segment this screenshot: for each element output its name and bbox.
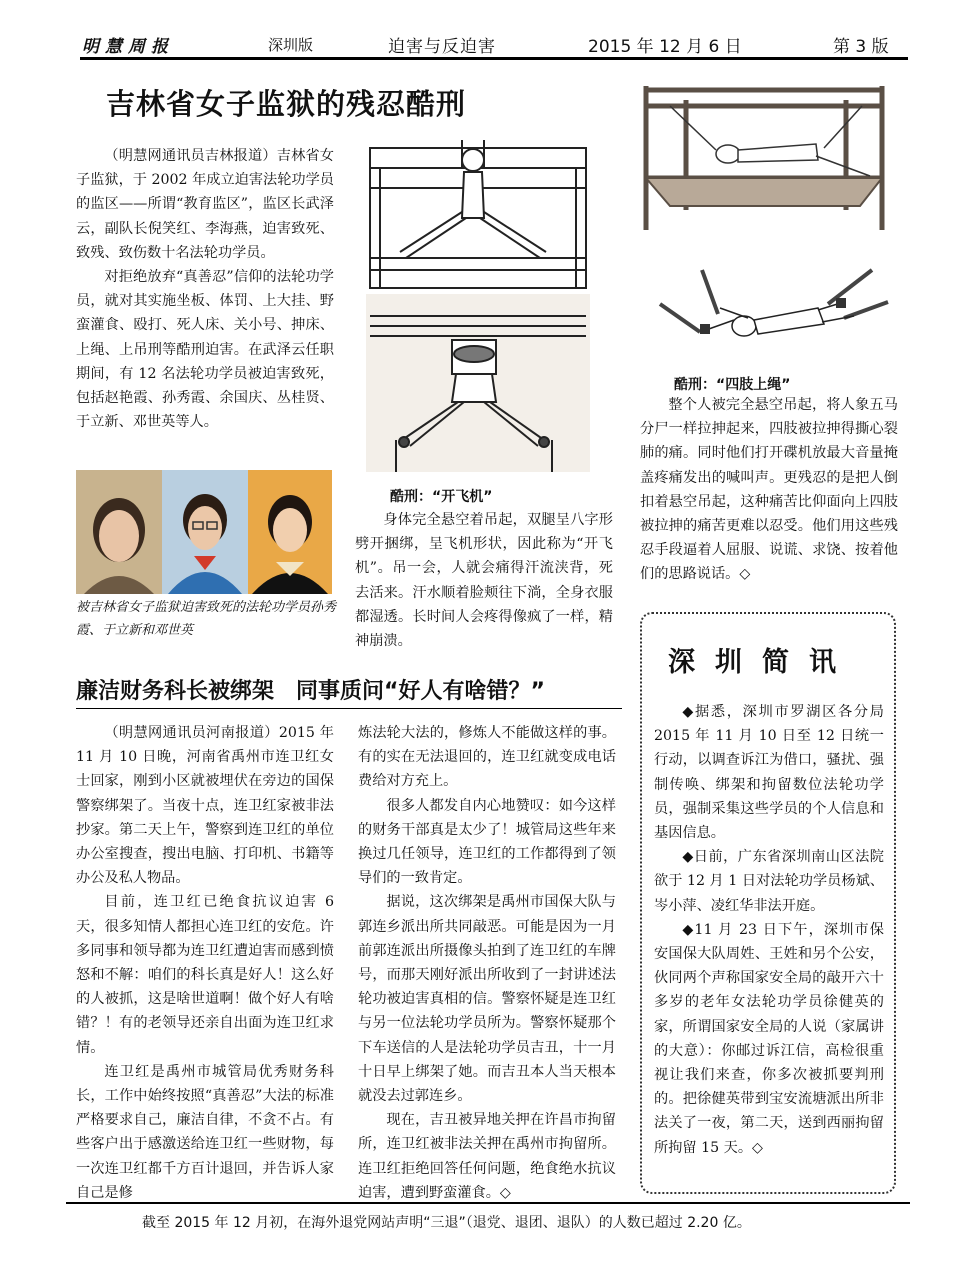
rope-torture-illustration	[648, 268, 892, 364]
photo-caption: 被吉林省女子监狱迫害致死的法轮功学员孙秀霞、于立新和邓世英	[76, 600, 337, 638]
airplane-torture-illustration	[366, 140, 590, 472]
news-item: ◆日前，广东省深圳南山区法院欲于 12 月 1 日对法轮功学员杨斌、岑小萍、凌红华非法开庭。	[654, 849, 884, 914]
news-item: ◆据悉，深圳市罗湖区各分局 2015 年 11 月 10 日至 12 日统一行动，以调查诉江为借口，骚扰、强制传唤、绑架和拘留数位法轮功学员，强制采集这些学员的个人信息和基因信息。	[654, 704, 884, 842]
rope-torture-text	[640, 393, 898, 587]
shenzhen-news-title: 深圳简讯	[668, 647, 856, 678]
article2-title-rule	[76, 708, 622, 709]
footer-rule	[66, 1202, 910, 1204]
article2-col2	[358, 721, 616, 1205]
section-label: 迫害与反迫害	[388, 37, 496, 57]
article1-title: 吉林省女子监狱的残忍酷刑	[106, 87, 467, 121]
masthead: 明慧周报	[82, 37, 174, 57]
airplane-torture-paragraph: 身体完全悬空着吊起，双腿呈八字形劈开捆绑，呈飞机形状，因此称为“开飞机”。吊一会，人就会痛得汗流浃背，死去活来。汗水顺着脸颊往下淌，全身衣服都湿透。长时间人会疼得像疯了一样，精神崩溃。	[355, 512, 613, 650]
airplane-torture-text	[355, 508, 613, 653]
article2-paragraph: 现在，吉丑被异地关押在许昌市拘留所，连卫红被非法关押在禹州市拘留所。连卫红拒绝回答任何问题，绝食绝水抗议迫害，遭到野蛮灌食。◇	[358, 1112, 616, 1201]
article2-paragraph: 目前，连卫红已绝食抗议迫害 6 天，很多知情人都担心连卫红的安危。许多同事和领导都为连卫红遭迫害而感到愤怒和不解：咱们的科长真是好人！这么好的人被抓，这是啥世道啊！做个好人有啥错？！有的老领导还亲自出面为连卫红求情。	[76, 894, 334, 1056]
rope-torture-drawing	[648, 268, 892, 364]
article2-col1	[76, 721, 334, 1205]
page-number: 第 3 版	[833, 37, 889, 57]
victim-portraits-image	[76, 470, 332, 594]
airplane-torture-drawing	[366, 140, 590, 472]
edition-label: 深圳版	[268, 36, 314, 54]
footer-note: 截至 2015 年 12 月初，在海外退党网站声明“三退”（退党、退团、退队）的人数已超过 2.20 亿。	[142, 1215, 751, 1231]
rope-torture-caption: 酷刑：“四肢上绳”	[674, 377, 791, 393]
news-item: ◆11 月 23 日下午，深圳市保安国保大队周姓、王姓和另个公安，伙同两个声称国家安全局的敲开六十多岁的老年女法轮功学员徐健英的家，所谓国家安全局的人说（家属讲的大意）：你邮过诉江信，高检很重视让我们来查，你多次被抓要判刑的。把徐健英带到宝安流塘派出所非法关了一夜，第二天，送到西丽拘留所拘留 15 天。◇	[654, 921, 884, 1156]
article2-paragraph: 很多人都发自内心地赞叹：如今这样的财务干部真是太少了！城管局这些年来换过几任领导，连卫红的工作都得到了领导们的一致肯定。	[358, 797, 616, 887]
bed-torture-illustration	[640, 80, 888, 236]
bed-torture-drawing	[640, 80, 888, 236]
issue-date: 2015 年 12 月 6 日	[588, 37, 742, 57]
article2-paragraph: 据说，这次绑架是禹州市国保大队与郭连乡派出所共同敲恶。可能是因为一月前郭连派出所摄像头拍到了连卫红的车牌号，而那天刚好派出所收到了一封讲述法轮功被迫害真相的信。警察怀疑是连卫红与另一位法轮功学员所为。警察怀疑那个下车送信的人是法轮功学员吉丑，十一月十日早上绑架了她。而吉丑本人当天根本就没去过郭连乡。	[358, 894, 616, 1105]
article1-body	[76, 144, 334, 434]
article2-title: 廉洁财务科长被绑架 同事质问“好人有啥错？”	[76, 679, 545, 704]
airplane-torture-caption: 酷刑：“开飞机”	[390, 489, 493, 505]
article2-paragraph: 连卫红是禹州市城管局优秀财务科长，工作中始终按照“真善忍”大法的标准严格要求自己，廉洁自律，不贪不占。有些客户出于感激送给连卫红一些财物，每一次连卫红都千方百计退回，并告诉人家自己是修	[76, 1063, 334, 1201]
article2-paragraph: 炼法轮大法的，修炼人不能做这样的事。有的实在无法退回的，连卫红就变成电话费给对方充上。	[358, 725, 616, 790]
article1-paragraph: 对拒绝放弃“真善忍”信仰的法轮功学员，就对其实施坐板、体罚、上大挂、野蛮灌食、殴打、死人床、关小号、抻床、上绳、上吊刑等酷刑迫害。在武泽云任职期间，有 12 名法轮功学员被迫害致死，包括赵艳霞、孙秀霞、余国庆、丛桂贤、于立新、邓世英等人。	[76, 269, 334, 431]
article1-paragraph: （明慧网通讯员吉林报道）吉林省女子监狱，于 2002 年成立迫害法轮功学员的监区——所谓“教育监区”，监区长武泽云，副队长倪笑红、李海燕，迫害致死、致残、致伤数十名法轮功学员。	[76, 148, 334, 261]
victim-photos	[76, 470, 332, 594]
header-rule	[80, 57, 908, 60]
article2-paragraph: （明慧网通讯员河南报道）2015 年 11 月 10 日晚，河南省禹州市连卫红女士回家，刚到小区就被埋伏在旁边的国保警察绑架了。当夜十点，连卫红家被非法抄家。第二天上午，警察到连卫红的单位办公室搜查，搜出电脑、打印机、书籍等办公及私人物品。	[76, 725, 334, 887]
shenzhen-news-list	[654, 700, 884, 1160]
rope-torture-paragraph: 整个人被完全悬空吊起，将人象五马分尸一样拉抻起来，四肢被拉抻得撕心裂肺的痛。同时他们打开碟机放最大音量掩盖疼痛发出的喊叫声。更残忍的是把人倒扣着悬空吊起，这种痛苦比仰面向上四肢被拉抻的痛苦更难以忍受。他们用这些残忍手段逼着人屈服、说谎、求饶、按着他们的思路说话。◇	[640, 397, 898, 583]
